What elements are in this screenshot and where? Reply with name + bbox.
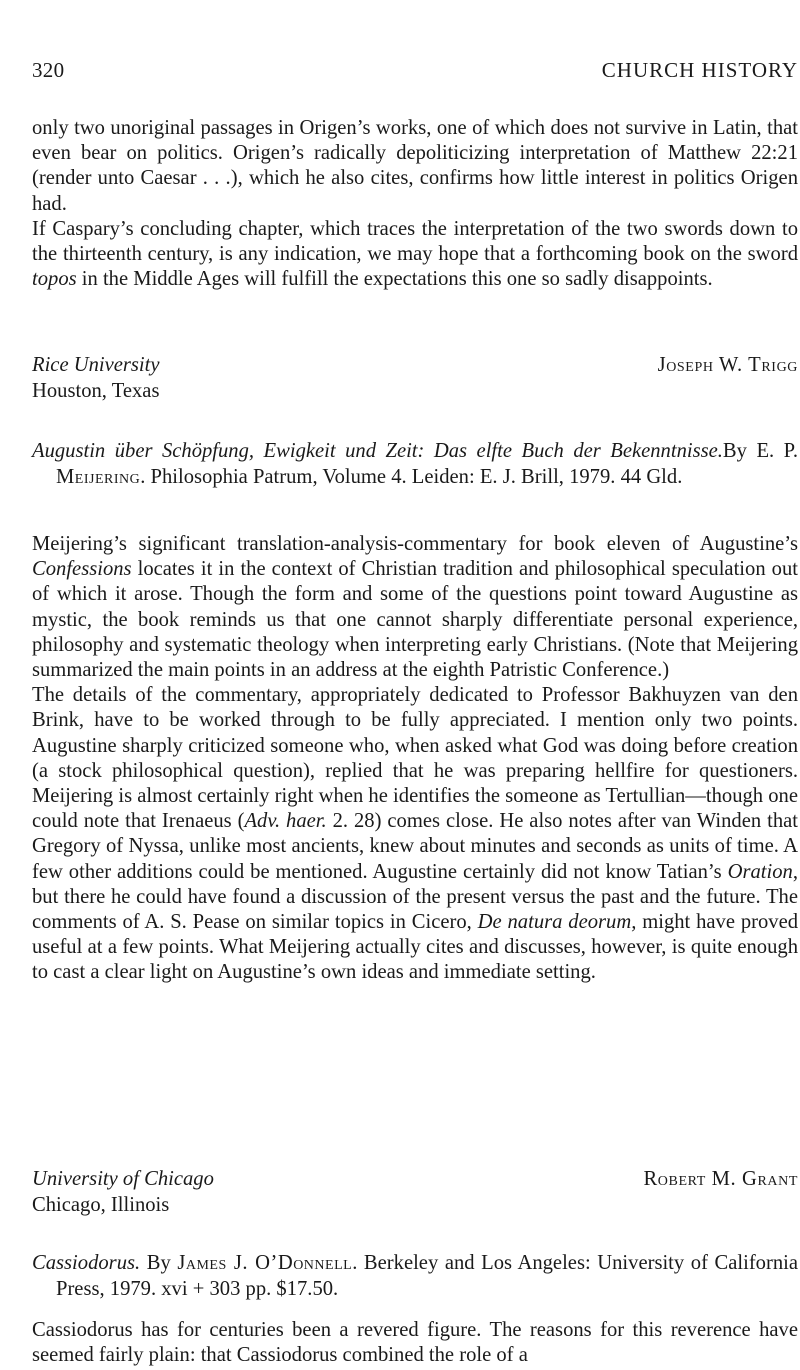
book-author: Meijering <box>56 466 141 488</box>
review1-paragraph-2: If Caspary’s concluding chapter, which traces the interpretation of the two swords down to the thirteenth century, is any indication, we may hope that a forthcoming book on the sword topos in the Middle Ages will fulfill the expectations this one so sadly disappoints. <box>32 217 798 291</box>
reviewer-name: Joseph W. Trigg <box>657 354 798 376</box>
page-number: 320 <box>32 58 65 82</box>
reviewer-name: Robert M. Grant <box>643 1168 798 1190</box>
review3-bibliographic-entry: Cassiodorus. By James J. O’Donnell. Berkeley and Los Angeles: University of California Press, 1979. xvi + 303 pp. $17.50. <box>32 1252 798 1300</box>
review1-signature <box>32 352 798 404</box>
review3-body <box>32 1318 798 1368</box>
reviewer-location: Chicago, Illinois <box>32 1194 170 1216</box>
review2-paragraph-1: Meijering’s significant translation-analysis-commentary for book eleven of Augustine’s Confessions locates it in the context of Christian tradition and philosophical speculation out of which it arose. Though the form and some of the questions point toward Augustine as mystic, the book reminds us that one cannot sharply differentiate personal experience, philosophy and systematic theology when interpreting early Christians. (Note that Meijering summarized the main points in an address at the eighth Patristic Conference.) <box>32 533 798 682</box>
reviewer-institution: University of Chicago <box>32 1168 214 1190</box>
review2-signature <box>32 1166 798 1218</box>
review1-paragraph-1: only two unoriginal passages in Origen’s works, one of which does not survive in Latin, that even bear on politics. Origen’s radically depoliticizing interpretation of Matthew 22:21 (render unto Caesar . . .), which he also cites, confirms how little interest in politics Origen had. <box>32 117 798 215</box>
review2-body <box>32 532 798 986</box>
review3-paragraph-1: Cassiodorus has for centuries been a revered figure. The reasons for this reverence have seemed fairly plain: that Cassiodorus combined the role of a <box>32 1319 798 1367</box>
review1-body <box>32 116 798 292</box>
reviewer-location: Houston, Texas <box>32 380 160 402</box>
book-title: Augustin über Schöpfung, Ewigkeit und Zeit: Das elfte Buch der Bekenntnisse. <box>32 440 723 462</box>
review2-bibliographic-entry: Augustin über Schöpfung, Ewigkeit und Zeit: Das elfte Buch der Bekenntnisse.By E. P. Meijering. Philosophia Patrum, Volume 4. Leiden: E. J. Brill, 1979. 44 Gld. <box>32 440 798 488</box>
book-author: James J. O’Donnell <box>177 1252 353 1274</box>
page-header <box>32 58 798 83</box>
reviewer-institution: Rice University <box>32 354 160 376</box>
book-title: Cassiodorus. <box>32 1252 141 1274</box>
journal-title: CHURCH HISTORY <box>601 58 798 82</box>
review2-paragraph-2: The details of the commentary, appropriately dedicated to Professor Bakhuyzen van den Brink, have to be worked through to be fully appreciated. I mention only two points. Augustine sharply criticized someone who, when asked what God was doing before creation (a stock philosophical question), replied that he was preparing hellfire for questioners. Meijering is almost certainly right when he identifies the someone as Tertullian—though one could note that Irenaeus (Adv. haer. 2. 28) comes close. He also notes after van Winden that Gregory of Nyssa, unlike most ancients, knew about minutes and seconds as units of time. A few other additions could be mentioned. Augustine certainly did not know Tatian’s Oration, but there he could have found a discussion of the present versus the past and the future. The comments of A. S. Pease on similar topics in Cicero, De natura deorum, might have proved useful at a few points. What Meijering actually cites and discusses, however, is quite enough to cast a clear light on Augustine’s own ideas and immediate setting. <box>32 684 799 984</box>
